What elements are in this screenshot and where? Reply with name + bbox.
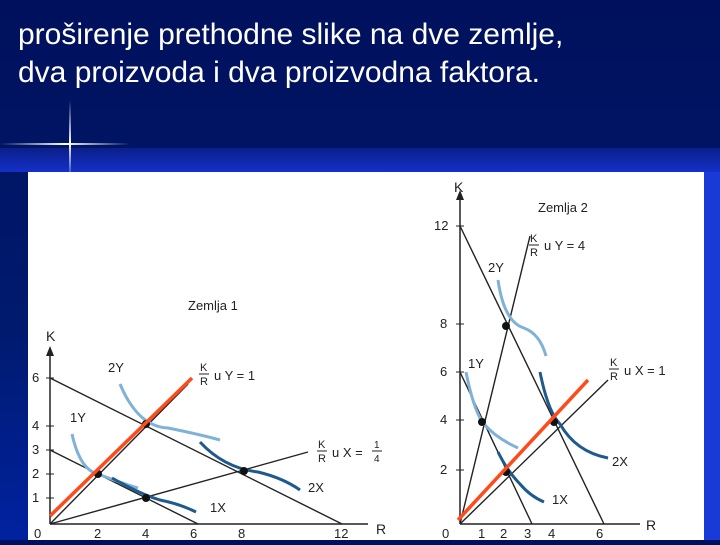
country1-xtick-12: 12 [334, 526, 349, 540]
svg-text:1: 1 [374, 440, 380, 451]
country2-ytick-4: 4 [440, 412, 448, 427]
country1-label-1y: 1Y [70, 410, 86, 425]
country1-chart [32, 298, 386, 540]
country2-xtick-6: 6 [596, 526, 604, 540]
svg-text:4: 4 [374, 454, 380, 465]
country1-budget-line-outer [50, 378, 342, 524]
country2-point-2y [502, 322, 510, 330]
country1-ray-x-label [317, 439, 382, 465]
country1-isoquant-2x [200, 442, 300, 490]
title-line-1: proširenje prethodne slike na dve zemlje, [18, 18, 564, 51]
country2-budget-line-outer [460, 226, 604, 524]
country2-xtick-1: 1 [478, 526, 486, 540]
country1-ytick-6: 6 [32, 370, 40, 385]
country2-axis-k: K [454, 179, 464, 195]
country2-ray-x-label [609, 357, 666, 383]
svg-text:K: K [318, 439, 326, 451]
svg-text:u Y = 4: u Y = 4 [544, 238, 586, 253]
country1-xtick-0: 0 [34, 526, 42, 540]
country2-isoquant-1x [498, 452, 544, 502]
country1-xtick-8: 8 [238, 526, 246, 540]
country2-xtick-4: 4 [548, 526, 556, 540]
country2-ytick-6: 6 [440, 364, 448, 379]
country2-label-1y: 1Y [468, 356, 484, 371]
svg-text:u X =: u X = [332, 445, 363, 460]
country1-label-2x: 2X [308, 480, 324, 495]
country2-xtick-2: 2 [500, 526, 508, 540]
country2-ray-y-label [529, 233, 585, 259]
title-line-2: dva proizvoda i dva proizvodna faktora. [18, 56, 540, 89]
country2-xtick-0: 0 [442, 526, 450, 540]
country1-ytick-4: 4 [32, 418, 40, 433]
country2-ytick-2: 2 [440, 462, 448, 477]
country2-title: Zemlja 2 [538, 200, 588, 215]
country1-xtick-6: 6 [190, 526, 198, 540]
country2-ytick-12: 12 [434, 218, 449, 233]
country2-ytick-8: 8 [440, 316, 448, 331]
right-accent-bar [704, 172, 720, 540]
svg-text:u Y = 1: u Y = 1 [214, 368, 256, 383]
country2-isoquant-2x [540, 372, 608, 458]
edgeworth-diagram [28, 172, 704, 540]
svg-text:R: R [200, 376, 208, 388]
svg-text:K: K [610, 357, 618, 369]
slide-title [18, 16, 708, 92]
svg-text:K: K [530, 233, 538, 245]
country1-xtick-2: 2 [94, 526, 102, 540]
country2-ray-x [460, 380, 608, 524]
country1-xtick-4: 4 [142, 526, 150, 540]
country1-ytick-3: 3 [32, 442, 40, 457]
svg-text:R: R [530, 247, 538, 259]
country1-label-1x: 1X [210, 500, 226, 515]
country2-label-2x: 2X [612, 454, 628, 469]
svg-text:u X = 1: u X = 1 [624, 363, 666, 378]
country2-label-1x: 1X [552, 492, 568, 507]
figure-panel [28, 172, 704, 540]
country2-isoquant-1y [466, 372, 518, 448]
country1-ray-y-label [199, 362, 255, 388]
country1-axis-r: R [376, 521, 387, 537]
country1-ytick-1: 1 [32, 490, 40, 505]
country1-highlight-line [50, 378, 192, 516]
country2-xtick-3: 3 [524, 526, 532, 540]
country1-point-1x [142, 494, 150, 502]
svg-text:R: R [610, 371, 618, 383]
sparkle-decoration-vertical [69, 100, 71, 172]
country1-label-2y: 2Y [108, 360, 124, 375]
svg-text:K: K [200, 362, 208, 374]
country1-point-2x [240, 467, 248, 475]
sparkle-decoration-horizontal [0, 143, 130, 145]
country1-title: Zemlja 1 [188, 298, 238, 313]
header-band [0, 148, 720, 172]
country1-ytick-2: 2 [32, 466, 40, 481]
svg-text:R: R [318, 453, 326, 465]
country1-axis-k: K [46, 328, 56, 344]
country2-point-1y [478, 418, 486, 426]
country1-budget-line-inner [50, 450, 198, 524]
country1-y-arrow [46, 346, 54, 356]
country2-axis-r: R [646, 517, 657, 533]
country2-label-2y: 2Y [488, 260, 504, 275]
country2-chart [434, 179, 666, 540]
